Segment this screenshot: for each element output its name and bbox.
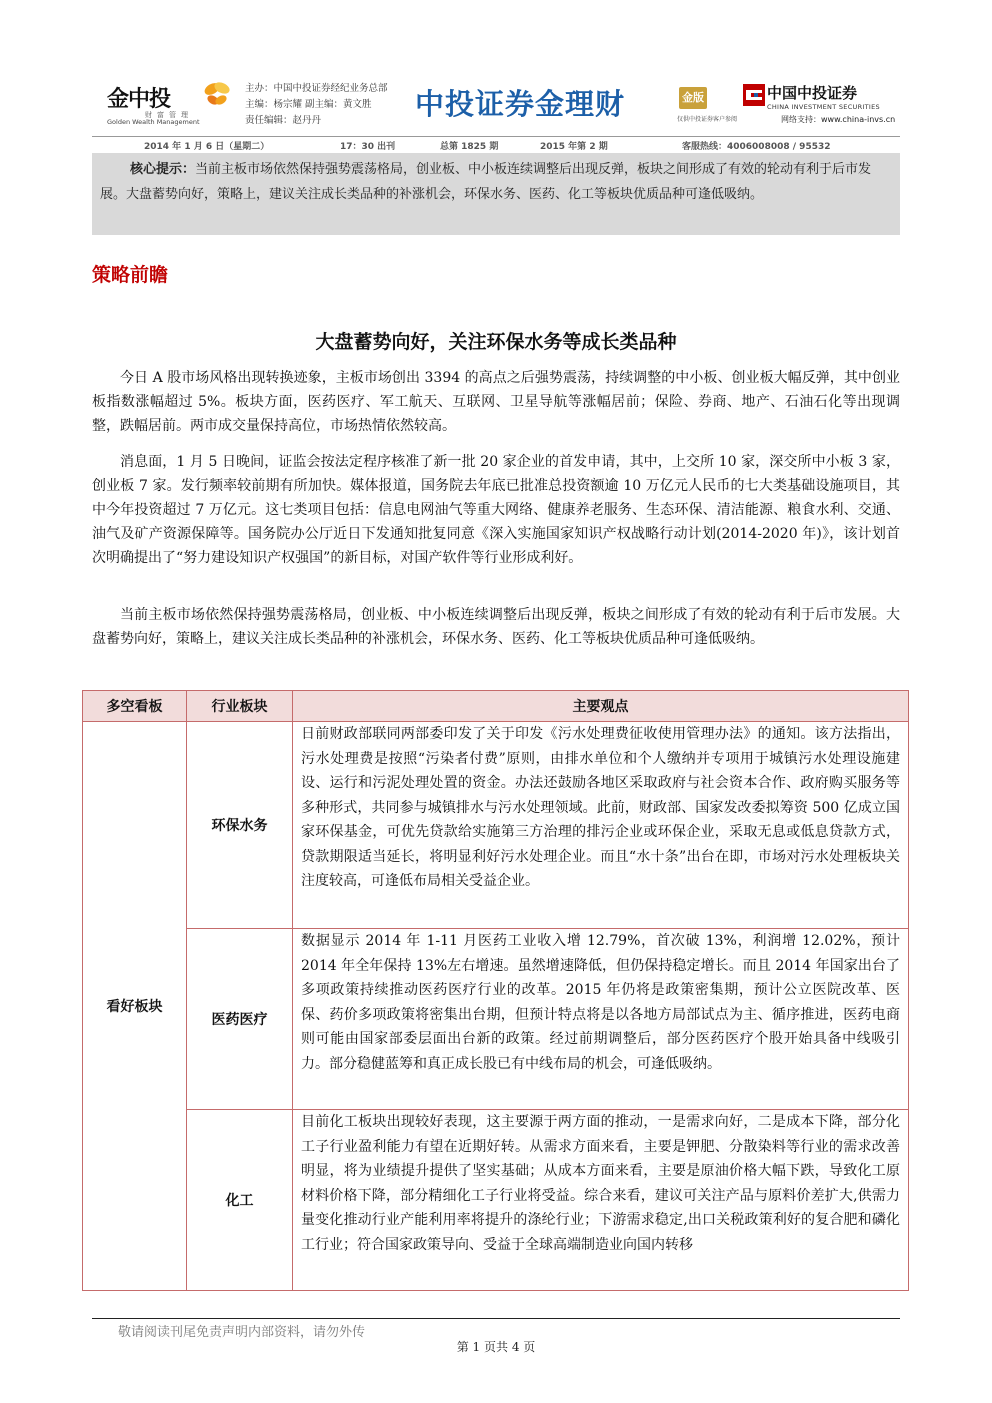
table-row xyxy=(83,1110,909,1291)
duty-editor-text: 责任编辑：赵丹丹 xyxy=(245,115,322,126)
section-title: 策略前瞻 xyxy=(92,264,169,286)
footer-divider xyxy=(92,1318,900,1319)
header-stance: 多空看板 xyxy=(83,691,187,722)
core-label: 核心提示： xyxy=(130,162,196,177)
publication-subtitle: 仅供中投证券客户参阅 xyxy=(677,116,738,123)
logo-sub-cn: 财富管理 xyxy=(145,111,193,119)
logo-sub-en: Golden Wealth Management xyxy=(107,118,200,126)
article-title: 大盘蓄势向好，关注环保水务等成长类品种 xyxy=(315,331,677,353)
page-number: 第 1 页共 4 页 xyxy=(456,1340,536,1354)
website-text: 网络支持：www.china-invs.cn xyxy=(781,115,896,124)
article-paragraph: 今日 A 股市场风格出现转换迹象，主板市场创出 3394 的高点之后强势震荡，持续调整的中小板、创业板大幅反弹，其中创业板指数涨幅超过 5%。板块方面，医药医疗、军工航天、互联网、卫星导航等涨幅居前；保险、券商、地产、石油石化等出现调整，跌幅居前。两市成交量保持高位，市场热情依然较高。 xyxy=(92,370,900,434)
sponsor-text: 主办：中国中投证券经纪业务总部 xyxy=(245,83,388,94)
table-row xyxy=(83,722,909,929)
sector-cell: 化工 xyxy=(187,1110,293,1291)
company-english-name: CHINA INVESTMENT SECURITIES xyxy=(767,103,880,111)
header-sector: 行业板块 xyxy=(187,691,293,722)
table-header-row xyxy=(83,691,909,722)
table-row xyxy=(83,929,909,1110)
sector-cell: 环保水务 xyxy=(187,722,293,929)
header-view: 主要观点 xyxy=(293,691,909,722)
sector-views-table xyxy=(82,690,909,1291)
issue-date: 2014 年 1 月 6 日（星期二） xyxy=(144,142,270,152)
issue-time: 17：30 出刊 xyxy=(340,142,396,152)
editors-text: 主编：杨宗耀 副主编：黄文胜 xyxy=(245,99,372,110)
footer-disclaimer: 敬请阅读刊尾免责声明内部资料，请勿外传 xyxy=(118,1325,366,1340)
view-cell: 目前化工板块出现较好表现，这主要源于两方面的推动，一是需求向好，二是成本下降，部分化工子行业盈利能力有望在近期好转。从需求方面来看，主要是钾肥、分散染料等行业的需求改善明显，将为业绩提升提供了坚实基础；从成本方面来看，主要是原油价格大幅下跌，导致化工原材料价格下降，部分精细化工子行业将受益。综合来看，建议可关注产品与原料价差扩大,供需力量变化推动行业产能利用率将提升的涤纶行业；下游需求稳定,出口关税政策利好的复合肥和磷化工行业；符合国家政策导向、受益于全球高端制造业向国内转移 xyxy=(293,1110,909,1291)
issue-year: 2015 年第 2 期 xyxy=(540,142,608,152)
core-text: 当前主板市场依然保持强势震荡格局，创业板、中小板连续调整后出现反弹，板块之间形成了有效的轮动有利于后市发展。大盘蓄势向好，策略上，建议关注成长类品种的补涨机会，环保水务、医药、化工等板块优质品种可逢低吸纳。 xyxy=(100,162,872,202)
publication-title: 中投证券金理财 xyxy=(415,87,626,121)
issue-total: 总第 1825 期 xyxy=(440,142,499,152)
sector-cell: 医药医疗 xyxy=(187,929,293,1110)
hotline: 客服热线：4006008008 / 95532 xyxy=(682,142,831,152)
company-name: 中国中投证券 xyxy=(767,84,858,102)
logo-text: 金中投 xyxy=(107,87,171,112)
article-paragraph: 消息面，1 月 5 日晚间，证监会按法定程序核准了新一批 20 家企业的首发申请，其中，上交所 10 家，深交所中小板 3 家，创业板 7 家。发行频率较前期有所加快。媒体报道，国务院去年底已批准总投资额逾 10 万亿元人民币的七大类基础设施项目，其中今年投资超过 7 万亿元。这七类项目包括：信息电网油气等重大网络、健康养老服务、生态环保、清洁能源、粮食水利、交通、油气及矿产资源保障等。国务院办公厅近日下发通知批复同意《深入实施国家知识产权战略行动计划(2014-2020 年)》，该计划首次明确提出了“努力建设知识产权强国”的新目标，对国产软件等行业形成利好。 xyxy=(92,454,900,566)
article-paragraph: 当前主板市场依然保持强势震荡格局，创业板、中小板连续调整后出现反弹，板块之间形成了有效的轮动有利于后市发展。大盘蓄势向好，策略上，建议关注成长类品种的补涨机会，环保水务、医药、化工等板块优质品种可逢低吸纳。 xyxy=(92,607,900,647)
view-cell: 数据显示 2014 年 1-11 月医药工业收入增 12.79%，首次破 13%，利润增 12.02%，预计 2014 年全年保持 13%左右增速。虽然增速降低，但仍保持稳定增长。而且 2014 年国家出台了多项政策持续推动医药医疗行业的改革。2015 年仍将是政策密集期，预计公立医院改革、医保、药价多项政策将密集出台期，但预计特点将是以各地方局部试点为主、循序推进，医药电商则可能由国家部委层面出台新的政策。经过前期调整后，部分医药医疗个股开始具备中线吸引力。部分稳健蓝筹和真正成长股已有中线布局的机会，可逢低吸纳。 xyxy=(293,929,909,1110)
edition-badge: 金版 xyxy=(679,87,707,109)
stance-cell: 看好板块 xyxy=(83,722,187,1291)
view-cell: 日前财政部联同两部委印发了关于印发《污水处理费征收使用管理办法》的通知。该方法指出，污水处理费是按照“污染者付费”原则，由排水单位和个人缴纳并专项用于城镇污水处理设施建设、运行和污泥处理处置的资金。办法还鼓励各地区采取政府与社会资本合作、政府购买服务等多种形式，共同参与城镇排水与污水处理领域。此前，财政部、国家发改委拟筹资 500 亿成立国家环保基金，可优先贷款给实施第三方治理的排污企业或环保企业，采取无息或低息贷款方式，贷款期限适当延长，将明显利好污水处理企业。而且“水十条”出台在即，市场对污水处理板块关注度较高，可逢低布局相关受益企业。 xyxy=(293,722,909,929)
